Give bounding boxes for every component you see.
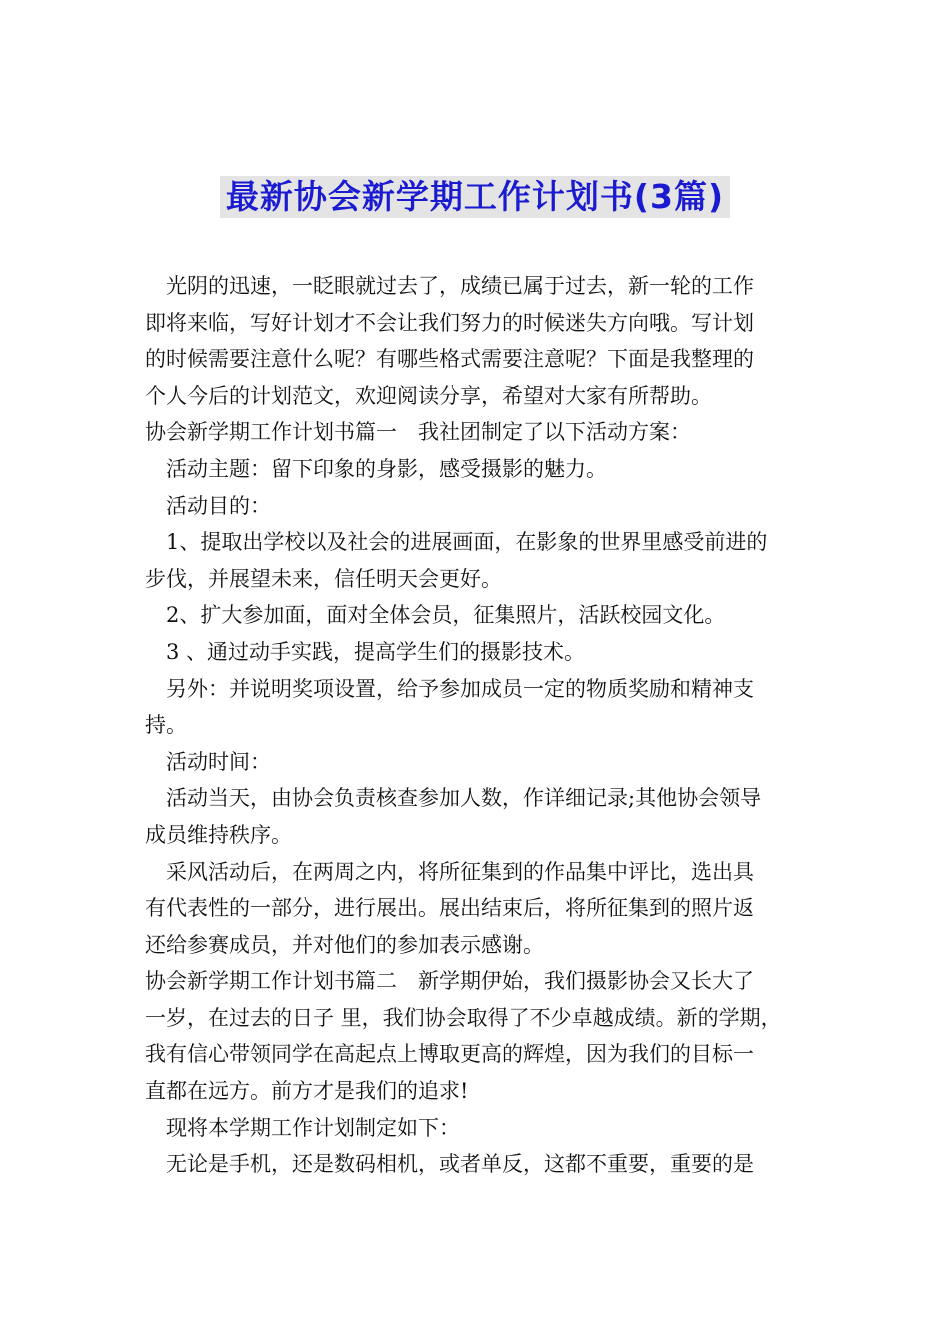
text-line: 协会新学期工作计划书篇二 新学期伊始，我们摄影协会又长大了 xyxy=(145,969,754,994)
text-line: 有代表性的一部分，进行展出。展出结束后，将所征集到的照片返 xyxy=(145,896,754,921)
text-line: 我有信心带领同学在高起点上博取更高的辉煌，因为我们的目标一 xyxy=(145,1042,754,1067)
document-body xyxy=(145,268,813,1183)
text-line: 活动时间： xyxy=(166,749,271,774)
text-line: 3 、通过动手实践，提高学生们的摄影技术。 xyxy=(166,639,586,664)
text-line: 另外：并说明奖项设置，给予参加成员一定的物质奖励和精神支 xyxy=(166,676,754,701)
text-line: 采风活动后，在两周之内，将所征集到的作品集中评比，选出具 xyxy=(166,859,754,884)
text-line: 步伐，并展望未来，信任明天会更好。 xyxy=(145,566,502,591)
text-line: 个人今后的计划范文，欢迎阅读分享，希望对大家有所帮助。 xyxy=(145,383,712,408)
text-line: 的时候需要注意什么呢？有哪些格式需要注意呢？下面是我整理的 xyxy=(145,347,754,372)
text-line: 一岁，在过去的日子 里，我们协会取得了不少卓越成绩。新的学期， xyxy=(145,1005,782,1030)
text-line: 即将来临，写好计划才不会让我们努力的时候迷失方向哦。写计划 xyxy=(145,310,754,335)
text-line: 活动目的： xyxy=(166,493,271,518)
text-line: 还给参赛成员，并对他们的参加表示感谢。 xyxy=(145,932,544,957)
text-line: 活动当天，由协会负责核查参加人数，作详细记录;其他协会领导 xyxy=(166,786,762,811)
text-line: 2、扩大参加面，面对全体会员，征集照片，活跃校园文化。 xyxy=(166,603,726,628)
text-line: 活动主题：留下印象的身影，感受摄影的魅力。 xyxy=(166,456,607,481)
text-line: 持。 xyxy=(145,713,187,738)
text-line: 协会新学期工作计划书篇一 我社团制定了以下活动方案： xyxy=(145,420,691,445)
text-line: 现将本学期工作计划制定如下： xyxy=(166,1115,460,1140)
text-line: 无论是手机，还是数码相机，或者单反，这都不重要，重要的是 xyxy=(166,1152,754,1177)
title-container xyxy=(0,176,950,218)
text-line: 直都在远方。前方才是我们的追求! xyxy=(145,1079,469,1104)
text-line: 成员维持秩序。 xyxy=(145,822,292,847)
text-line: 1、提取出学校以及社会的进展画面，在影象的世界里感受前进的 xyxy=(166,530,768,555)
document-title: 最新协会新学期工作计划书(3篇) xyxy=(220,176,730,218)
text-line: 光阴的迅速，一眨眼就过去了，成绩已属于过去，新一轮的工作 xyxy=(166,274,754,298)
